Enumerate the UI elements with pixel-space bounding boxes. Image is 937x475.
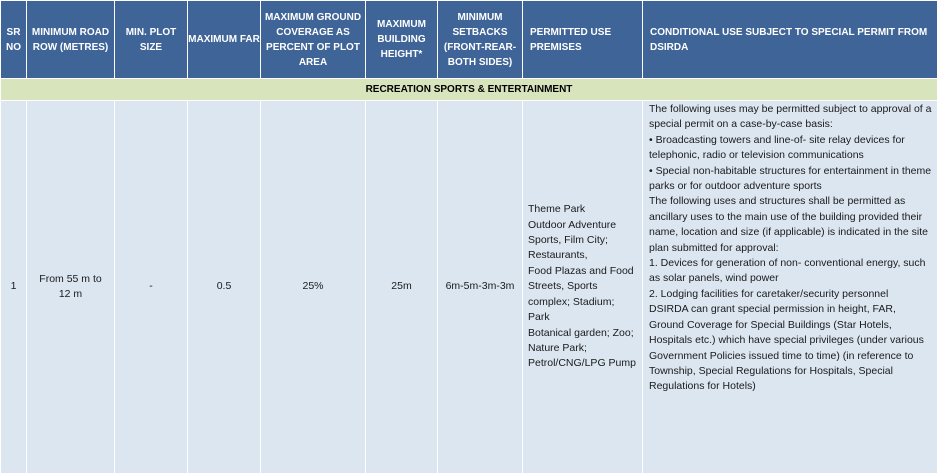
permitted-use-item: Food Plazas and Food Streets, Sports complex; Stadium; xyxy=(528,264,634,308)
cell-min-road-row: From 55 m to 12 m xyxy=(27,101,115,474)
permitted-use-item: Restaurants, xyxy=(528,249,588,262)
conditional-use-item: The following uses and structures shall be permitted as ancillary uses to the main use of the building provided their name, location and size (if applicable) is indicated in the site plan submitted for approval: xyxy=(649,195,928,254)
cell-min-plot-size: - xyxy=(115,101,188,474)
section-row xyxy=(1,79,937,101)
permitted-use-item: Petrol/CNG/LPG Pump xyxy=(528,357,636,370)
table-row xyxy=(1,101,937,474)
cell-permitted-uses xyxy=(523,101,643,474)
cell-sr-no: 1 xyxy=(1,101,27,474)
header-max-ground-coverage: MAXIMUM GROUND COVERAGE AS PERCENT OF PLOT AREA xyxy=(261,1,366,79)
header-sr-no: SR NO xyxy=(1,1,27,79)
header-min-plot-size: MIN. PLOT SIZE xyxy=(115,1,188,79)
permitted-use-item: Park xyxy=(528,311,550,324)
conditional-use-item: • Special non-habitable structures for entertainment in theme parks or for outdoor adventure sports xyxy=(649,164,932,193)
permitted-use-item: Theme Park xyxy=(528,203,586,216)
conditional-use-item: DSIRDA can grant special permission in height, FAR, Ground Coverage for Special Buildings (Star Hotels, Hospitals etc.) which have special privileges (under various Government Policies issued time to time) (in reference to Township, Special Regulations for Hospitals, Special Regulations for Hotels) xyxy=(649,303,924,393)
cell-max-ground-coverage: 25% xyxy=(261,101,366,474)
conditional-use-item: • Broadcasting towers and line-of- site relay devices for telephonic, radio or television communications xyxy=(649,133,905,162)
conditional-use-item: 2. Lodging facilities for caretaker/security personnel xyxy=(649,287,889,300)
conditional-use-item: The following uses may be permitted subject to approval of a special permit on a case-by-case basis: xyxy=(649,103,932,131)
cell-min-setbacks: 6m-5m-3m-3m xyxy=(438,101,523,474)
cell-conditional-uses xyxy=(643,101,937,474)
header-permitted-use: PERMITTED USE PREMISES xyxy=(523,1,643,79)
cell-max-far: 0.5 xyxy=(188,101,261,474)
header-min-road-row: MINIMUM ROAD ROW (METRES) xyxy=(27,1,115,79)
permitted-use-item: Botanical garden; Zoo; Nature Park; xyxy=(528,326,634,354)
header-min-setbacks: MINIMUM SETBACKS (FRONT-REAR-BOTH SIDES) xyxy=(438,1,523,79)
header-max-building-height: MAXIMUM BUILDING HEIGHT* xyxy=(366,1,438,79)
header-max-far: MAXIMUM FAR xyxy=(188,1,261,79)
section-title: RECREATION SPORTS & ENTERTAINMENT xyxy=(1,79,937,101)
cell-max-building-height: 25m xyxy=(366,101,438,474)
header-conditional-use: CONDITIONAL USE SUBJECT TO SPECIAL PERMIT FROM DSIRDA xyxy=(643,1,937,79)
conditional-use-item: 1. Devices for generation of non- conventional energy, such as solar panels, wind power xyxy=(649,257,926,285)
permitted-use-item: Outdoor Adventure Sports, Film City; xyxy=(528,218,617,247)
header-row xyxy=(1,1,937,79)
